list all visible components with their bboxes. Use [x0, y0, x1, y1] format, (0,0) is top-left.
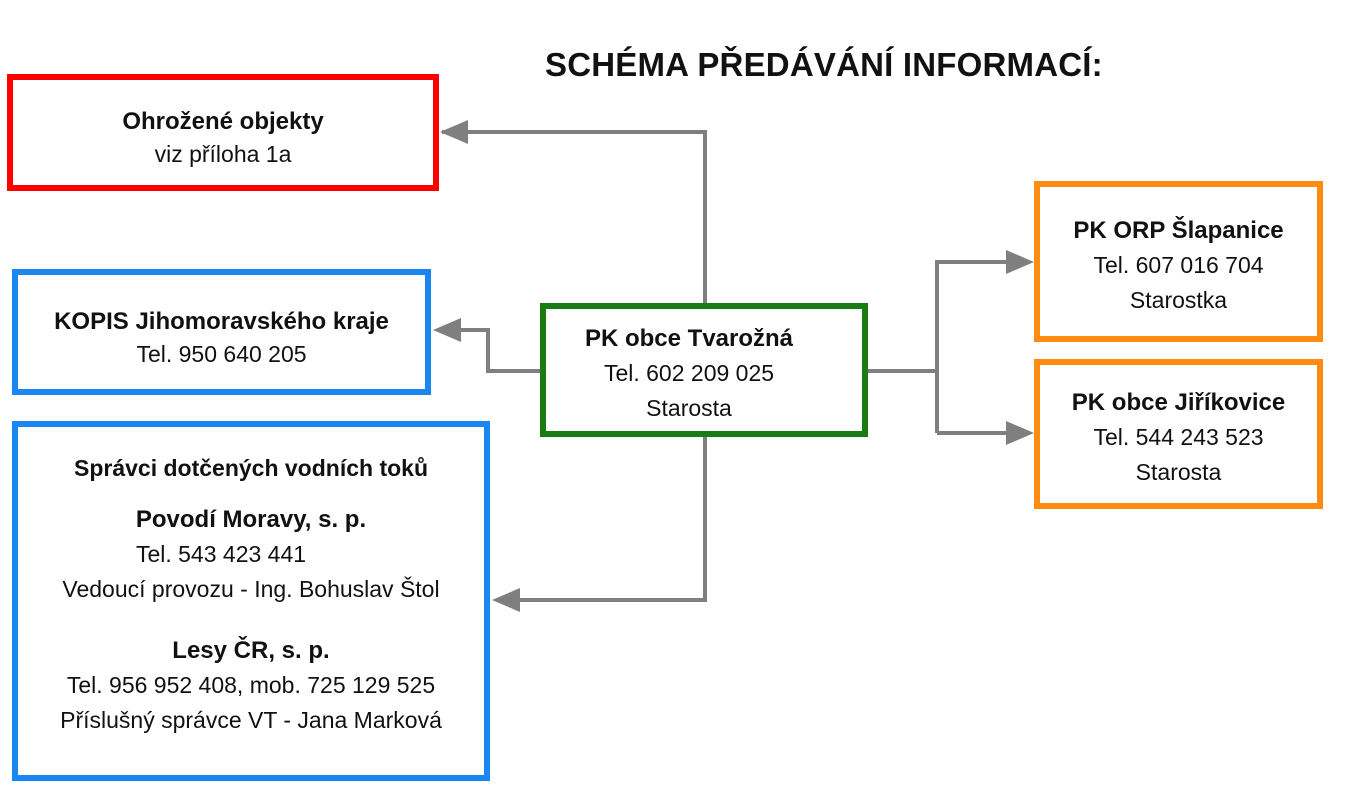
arrow-to-orp — [937, 262, 1012, 433]
page-title: SCHÉMA PŘEDÁVÁNÍ INFORMACÍ: — [545, 46, 1103, 83]
arrowhead-kopis — [433, 318, 461, 342]
arrow-to-spravci — [497, 437, 705, 600]
arrowhead-orp — [1006, 250, 1034, 274]
arrowhead-jirikovice — [1006, 421, 1034, 445]
spravci-box — [12, 421, 490, 781]
threatened-heading: Ohrožené objekty — [122, 108, 324, 135]
lesy-phone: Tel. 956 952 408, mob. 725 129 525 — [66, 672, 436, 698]
povodi-name: Povodí Moravy, s. p. — [135, 506, 367, 533]
threatened-detail: viz příloha 1a — [154, 141, 292, 167]
arrowhead-threatened — [440, 120, 468, 144]
center-role: Starosta — [646, 395, 732, 421]
spravci-heading: Správci dotčených vodních toků — [73, 455, 429, 481]
orp-box — [1034, 181, 1323, 342]
kopis-box — [12, 269, 431, 395]
kopis-heading: KOPIS Jihomoravského kraje — [54, 308, 389, 335]
jirikovice-role: Starosta — [1135, 459, 1222, 485]
center-box — [540, 303, 868, 437]
arrowhead-spravci — [492, 588, 520, 612]
povodi-contact: Vedoucí provozu - Ing. Bohuslav Štol — [62, 576, 440, 602]
orp-heading: PK ORP Šlapanice — [1073, 217, 1284, 244]
lesy-contact: Příslušný správce VT - Jana Marková — [60, 707, 442, 733]
arrow-to-threatened — [442, 132, 705, 303]
orp-phone: Tel. 607 016 704 — [1093, 252, 1264, 278]
jirikovice-phone: Tel. 544 243 523 — [1093, 424, 1264, 450]
jirikovice-heading: PK obce Jiříkovice — [1071, 389, 1286, 416]
kopis-phone: Tel. 950 640 205 — [136, 341, 307, 367]
threatened-objects-box — [7, 74, 439, 191]
lesy-name: Lesy ČR, s. p. — [172, 637, 330, 664]
orp-role: Starostka — [1129, 287, 1228, 313]
jirikovice-box — [1034, 359, 1323, 509]
center-phone: Tel. 602 209 025 — [603, 360, 775, 386]
povodi-phone: Tel. 543 423 441 — [135, 541, 307, 567]
center-heading: PK obce Tvarožná — [584, 325, 794, 352]
